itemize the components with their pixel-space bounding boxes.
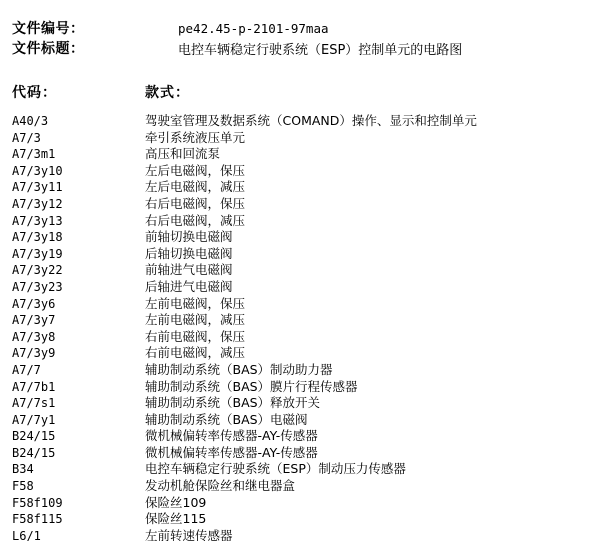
component-list (0, 113, 601, 541)
table-row (0, 428, 601, 445)
component-description: 右前电磁阀，减压 (145, 345, 246, 361)
component-code: A7/7b1 (12, 379, 56, 394)
document-number-label: 文件编号： (12, 21, 85, 37)
model-column-header: 款式： (145, 85, 190, 101)
document-number-row (12, 19, 329, 37)
component-description: 驾驶室管理及数据系统（COMAND）操作、显示和控制单元 (145, 113, 477, 128)
table-row (0, 362, 601, 379)
table-row (0, 296, 601, 313)
component-description: 左后电磁阀，保压 (145, 162, 246, 178)
table-row (0, 395, 601, 412)
component-code: A7/3y19 (12, 246, 63, 261)
table-row (0, 179, 601, 196)
component-description: 微机械偏转率传感器-AY-传感器 (145, 428, 318, 444)
component-code: B24/15 (12, 429, 56, 444)
component-description: 电控车辆稳定行驶系统（ESP）制动压力传感器 (145, 461, 406, 477)
component-description: 左后电磁阀，减压 (145, 179, 246, 195)
table-row (0, 412, 601, 429)
component-description: 后轴进气电磁阀 (145, 278, 233, 294)
table-row (0, 379, 601, 396)
component-code: A7/3y7 (12, 313, 56, 328)
document-title-value: 电控车辆稳定行驶系统（ESP）控制单元的电路图 (178, 42, 463, 58)
component-description: 辅助制动系统（BAS）释放开关 (145, 395, 321, 411)
table-row (0, 329, 601, 346)
component-code: A7/3m1 (12, 147, 56, 162)
component-description: 辅助制动系统（BAS）制动助力器 (145, 361, 333, 377)
component-description: 高压和回流泵 (145, 146, 221, 162)
component-code: A7/3y8 (12, 329, 56, 344)
component-code: A7/3y10 (12, 163, 63, 178)
code-column-header: 代码： (12, 85, 57, 101)
table-row (0, 229, 601, 246)
document-number-value: pe42.45-p-2101-97maa (178, 20, 329, 36)
table-row (0, 163, 601, 180)
component-code: A40/3 (12, 114, 49, 128)
component-code: B34 (12, 462, 34, 477)
table-row (0, 279, 601, 296)
table-row (0, 461, 601, 478)
component-description: 右后电磁阀，保压 (145, 195, 246, 211)
component-description: 发动机舱保险丝和继电器盒 (145, 478, 296, 494)
component-code: A7/3y22 (12, 263, 63, 278)
component-code: F58 (12, 479, 34, 494)
component-description: 左前电磁阀，减压 (145, 312, 246, 328)
component-description: 右前电磁阀，保压 (145, 328, 246, 344)
component-code: B24/15 (12, 445, 56, 460)
component-description: 牵引系统液压单元 (145, 129, 246, 145)
component-code: A7/3 (12, 130, 41, 145)
component-code: A7/3y13 (12, 213, 63, 228)
component-code: A7/7y1 (12, 412, 56, 427)
component-description: 左前转速传感器 (145, 527, 233, 541)
component-code: A7/7s1 (12, 396, 56, 411)
table-row (0, 213, 601, 230)
table-row (0, 113, 601, 130)
component-description: 辅助制动系统（BAS）膜片行程传感器 (145, 378, 358, 394)
table-row (0, 246, 601, 263)
component-description: 保险丝109 (145, 494, 207, 510)
component-description: 左前电磁阀，保压 (145, 295, 246, 311)
table-row (0, 528, 601, 541)
component-description: 后轴切换电磁阀 (145, 245, 233, 261)
table-row (0, 445, 601, 462)
table-row (0, 196, 601, 213)
component-description: 前轴进气电磁阀 (145, 262, 233, 278)
document-title-label: 文件标题： (12, 41, 85, 57)
component-code: A7/3y6 (12, 296, 56, 311)
component-code: A7/3y11 (12, 180, 63, 195)
component-description: 微机械偏转率传感器-AY-传感器 (145, 444, 318, 460)
table-row (0, 312, 601, 329)
table-row (0, 130, 601, 147)
table-row (0, 478, 601, 495)
component-description: 保险丝115 (145, 511, 207, 527)
table-row (0, 262, 601, 279)
component-description: 右后电磁阀，减压 (145, 212, 246, 228)
component-code: A7/3y9 (12, 346, 56, 361)
component-code: A7/7 (12, 362, 41, 377)
component-code: A7/3y23 (12, 279, 63, 294)
component-code: F58f109 (12, 495, 63, 510)
component-code: L6/1 (12, 528, 41, 541)
component-code: A7/3y12 (12, 196, 63, 211)
table-row (0, 146, 601, 163)
component-code: F58f115 (12, 512, 63, 527)
component-description: 辅助制动系统（BAS）电磁阀 (145, 411, 308, 427)
component-code: A7/3y18 (12, 230, 63, 245)
component-description: 前轴切换电磁阀 (145, 229, 233, 245)
table-row (0, 511, 601, 528)
document-title-row (12, 39, 462, 57)
table-row (0, 345, 601, 362)
table-row (0, 495, 601, 512)
